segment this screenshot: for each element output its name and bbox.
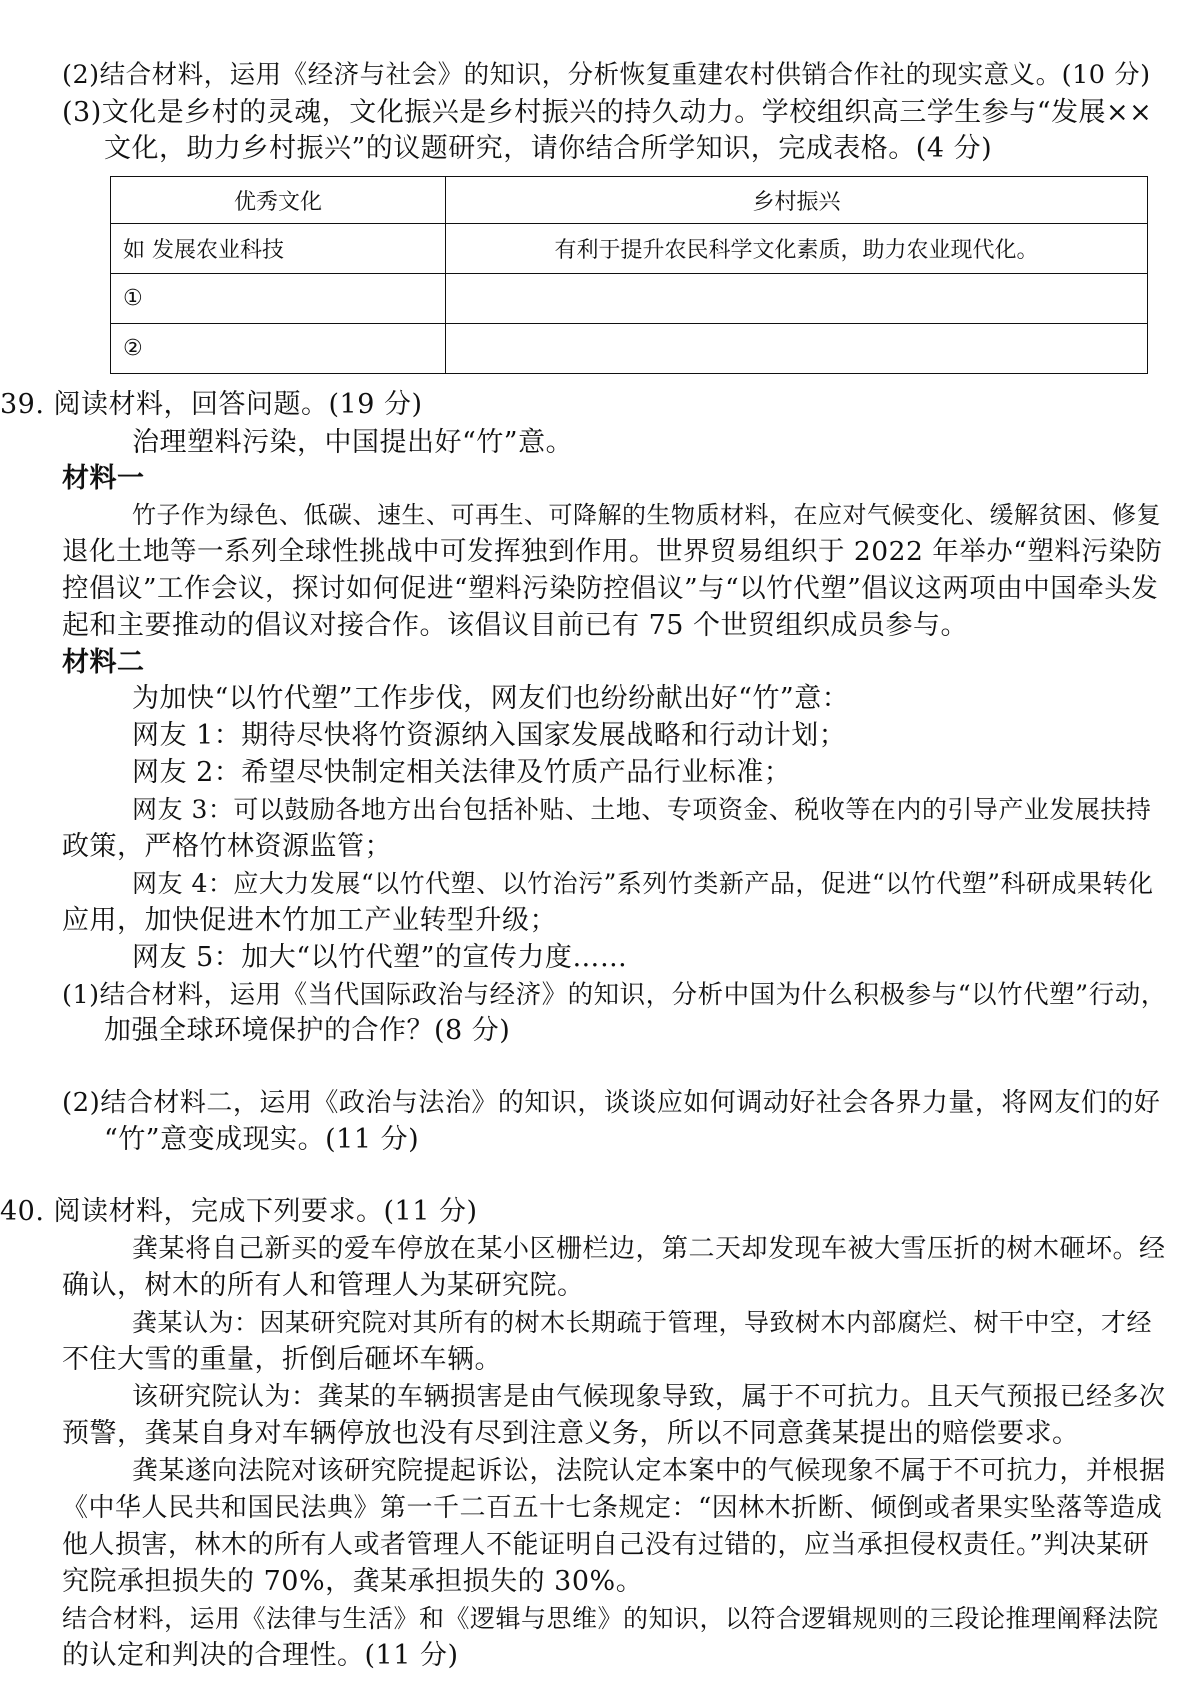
q40-line: 不住大雪的重量，折倒后砸坏车辆。	[62, 1344, 502, 1375]
table-cell: 有利于提升农民科学文化素质，助力农业现代化。	[446, 224, 1148, 274]
table-row	[111, 224, 1148, 274]
q40-ask-line: 的认定和判决的合理性。(11 分)	[62, 1640, 459, 1671]
q40-line: 他人损害，林木的所有人或者管理人不能证明自己没有过错的，应当承担侵权责任。”判决某研	[62, 1530, 1150, 1560]
q38-part2: (2)结合材料，运用《经济与社会》的知识，分析恢复重建农村供销合作社的现实意义。(10 分)	[62, 60, 1151, 90]
table-answer-cell[interactable]	[446, 274, 1148, 324]
q39-m2-line: 网友 4：应大力发展“以竹代塑、以竹治污”系列竹类新产品，促进“以竹代塑”科研成果转化	[132, 869, 1154, 898]
table-cell: ①	[111, 274, 446, 324]
q39-part1-line: (1)结合材料，运用《当代国际政治与经济》的知识，分析中国为什么积极参与“以竹代塑”行动，	[62, 980, 1167, 1010]
table-header-cell: 乡村振兴	[446, 177, 1148, 224]
q39-material1-label: 材料一	[62, 463, 145, 494]
table-header-row	[111, 177, 1148, 224]
q39-m1-line: 竹子作为绿色、低碳、速生、可再生、可降解的生物质材料，在应对气候变化、缓解贫困、修复	[132, 501, 1161, 529]
q39-m2-line: 网友 3：可以鼓励各地方出台包括补贴、土地、专项资金、税收等在内的引导产业发展扶持	[132, 795, 1152, 824]
q40-line: 龚某遂向法院对该研究院提起诉讼，法院认定本案中的气候现象不属于不可抗力，并根据	[132, 1456, 1166, 1486]
q40-line: 预警，龚某自身对车辆停放也没有尽到注意义务，所以不同意龚某提出的赔偿要求。	[62, 1418, 1080, 1449]
q38-part3-line2: 文化，助力乡村振兴”的议题研究，请你结合所学知识，完成表格。(4 分)	[104, 133, 993, 164]
q40-line: 该研究院认为：龚某的车辆损害是由气候现象导致，属于不可抗力。且天气预报已经多次	[132, 1382, 1166, 1412]
table-cell: ②	[111, 324, 446, 374]
q39-m2-line: 网友 5：加大“以竹代塑”的宣传力度……	[132, 942, 628, 973]
q39-m2-line: 网友 1：期待尽快将竹资源纳入国家发展战略和行动计划；	[132, 720, 847, 751]
q40-line: 龚某认为：因某研究院对其所有的树木长期疏于管理，导致树木内部腐烂、树干中空，才经	[132, 1308, 1153, 1337]
q39-m1-line: 起和主要推动的倡议对接合作。该倡议目前已有 75 个世贸组织成员参与。	[62, 610, 969, 641]
q39-title: 39. 阅读材料，回答问题。(19 分)	[0, 389, 423, 420]
q40-line: 确认，树木的所有人和管理人为某研究院。	[62, 1270, 585, 1301]
q39-m2-line: 应用，加快促进木竹加工产业转型升级；	[62, 905, 557, 936]
q39-part1-line: 加强全球环境保护的合作？(8 分)	[104, 1015, 511, 1046]
table-answer-cell[interactable]	[446, 324, 1148, 374]
q40-line: 究院承担损失的 70%，龚某承担损失的 30%。	[62, 1566, 644, 1597]
q39-m2-line: 政策，严格竹林资源监管；	[62, 831, 392, 862]
table-row	[111, 324, 1148, 374]
table-cell: 如 发展农业科技	[111, 224, 446, 274]
q39-m2-line: 网友 2：希望尽快制定相关法律及竹质产品行业标准；	[132, 757, 792, 788]
q39-intro: 治理塑料污染，中国提出好“竹”意。	[132, 427, 574, 458]
table-row	[111, 274, 1148, 324]
q40-title: 40. 阅读材料，完成下列要求。(11 分)	[0, 1196, 478, 1227]
q40-line: 龚某将自己新买的爱车停放在某小区栅栏边，第二天却发现车被大雪压折的树木砸坏。经	[132, 1234, 1166, 1264]
q38-part3-line1: (3)文化是乡村的灵魂，文化振兴是乡村振兴的持久动力。学校组织高三学生参与“发展××	[62, 97, 1153, 128]
q39-part2-line: “竹”意变成现实。(11 分)	[104, 1124, 420, 1155]
q39-m1-line: 退化土地等一系列全球性挑战中可发挥独到作用。世界贸易组织于 2022 年举办“塑料污染防	[62, 536, 1163, 567]
culture-table	[110, 176, 1148, 374]
q39-m1-line: 控倡议”工作会议，探讨如何促进“塑料污染防控倡议”与“以竹代塑”倡议这两项由中国牵头发	[62, 573, 1159, 604]
q39-m2-line: 为加快“以竹代塑”工作步伐，网友们也纷纷献出好“竹”意：	[132, 683, 850, 714]
q40-ask-line: 结合材料，运用《法律与生活》和《逻辑与思维》的知识，以符合逻辑规则的三段论推理阐释法院	[62, 1604, 1159, 1633]
q40-line: 《中华人民共和国民法典》第一千二百五十七条规定：“因林木折断、倾倒或者果实坠落等造成	[62, 1493, 1163, 1523]
q39-part2-line: (2)结合材料二，运用《政治与法治》的知识，谈谈应如何调动好社会各界力量，将网友们的好	[62, 1088, 1161, 1118]
q39-material2-label: 材料二	[62, 647, 145, 678]
table-header-cell: 优秀文化	[111, 177, 446, 224]
